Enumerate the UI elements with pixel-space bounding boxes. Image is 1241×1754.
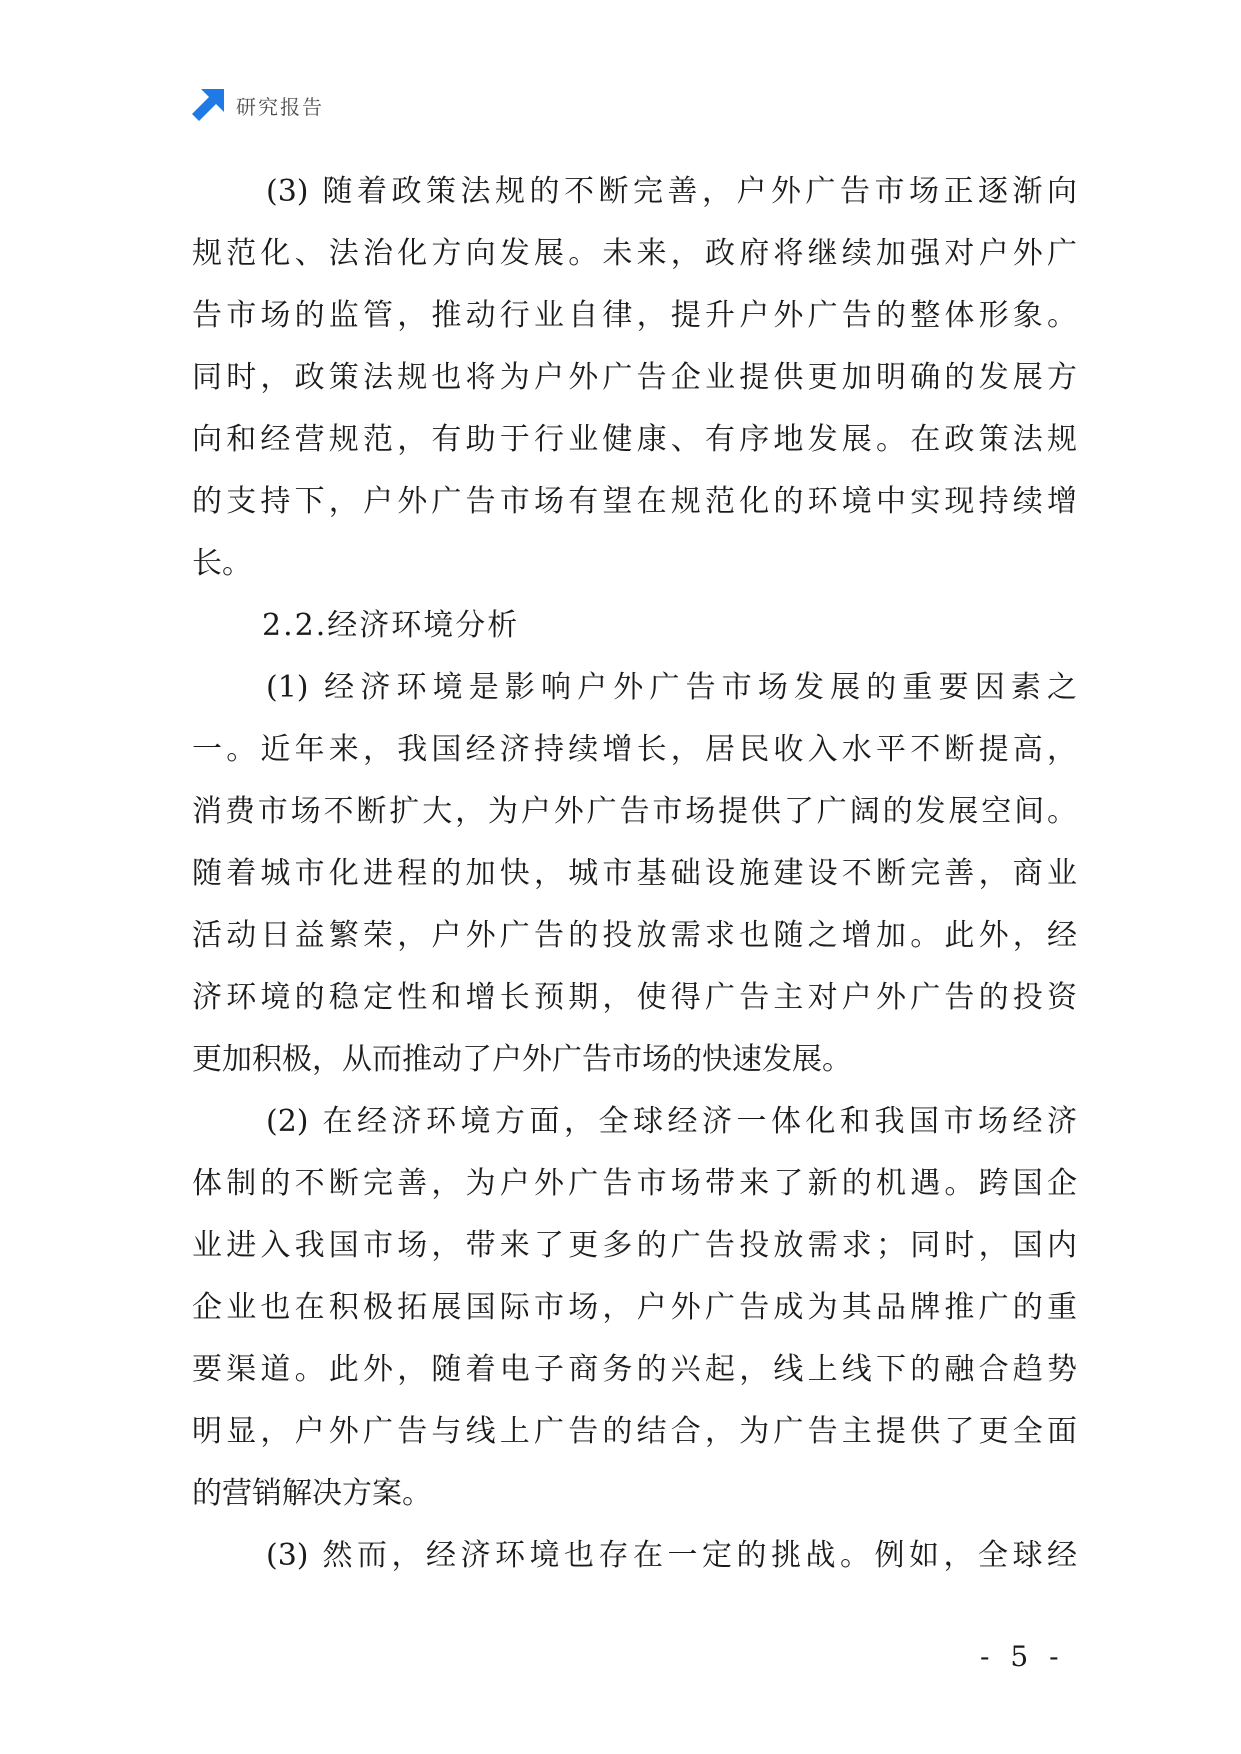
text-line: 济环境的稳定性和增长预期，使得广告主对户外广告的投资 [192,980,1077,1015]
text-line: 业进入我国市场，带来了更多的广告投放需求；同时，国内 [192,1228,1077,1263]
text-line: 同时，政策法规也将为户外广告企业提供更加明确的发展方 [192,360,1077,395]
text-line: 更加积极，从而推动了户外广告市场的快速发展。 [192,1042,852,1077]
text-line: 的营销解决方案。 [192,1476,432,1511]
text-line: (1) 经济环境是影响户外广告市场发展的重要因素之 [266,670,1077,705]
section-heading: 2.2.经济环境分析 [262,608,520,643]
paragraph [192,1525,1077,1587]
paragraph [192,161,1077,595]
header-title: 研究报告 [236,94,324,119]
text-line: (3) 然而，经济环境也存在一定的挑战。例如，全球经 [266,1538,1077,1573]
text-line: 活动日益繁荣，户外广告的投放需求也随之增加。此外，经 [192,918,1077,953]
text-line: 告市场的监管，推动行业自律，提升户外广告的整体形象。 [192,298,1077,333]
text-line: 消费市场不断扩大，为户外广告市场提供了广阔的发展空间。 [192,794,1077,829]
paragraph [192,1091,1077,1525]
text-line: 企业也在积极拓展国际市场，户外广告成为其品牌推广的重 [192,1290,1077,1325]
text-line: 规范化、法治化方向发展。未来，政府将继续加强对户外广 [192,236,1077,271]
text-line: 向和经营规范，有助于行业健康、有序地发展。在政策法规 [192,422,1077,457]
text-line: 随着城市化进程的加快，城市基础设施建设不断完善，商业 [192,856,1077,891]
text-line: 一。近年来，我国经济持续增长，居民收入水平不断提高， [192,732,1077,767]
text-line: 的支持下，户外广告市场有望在规范化的环境中实现持续增 [192,484,1077,519]
paragraph [192,657,1077,1091]
text-line: 要渠道。此外，随着电子商务的兴起，线上线下的融合趋势 [192,1352,1077,1387]
text-line: 长。 [192,546,252,581]
text-line: 体制的不断完善，为户外广告市场带来了新的机遇。跨国企 [192,1166,1077,1201]
report-header [192,88,324,122]
text-line: (2) 在经济环境方面，全球经济一体化和我国市场经济 [266,1104,1077,1139]
page-number: - 5 - [980,1640,1065,1673]
document-body [192,161,1077,1587]
text-line: 明显，户外广告与线上广告的结合，为广告主提供了更全面 [192,1414,1077,1449]
text-line: (3) 随着政策法规的不断完善，户外广告市场正逐渐向 [266,174,1077,209]
arrow-up-right-icon [192,89,224,121]
